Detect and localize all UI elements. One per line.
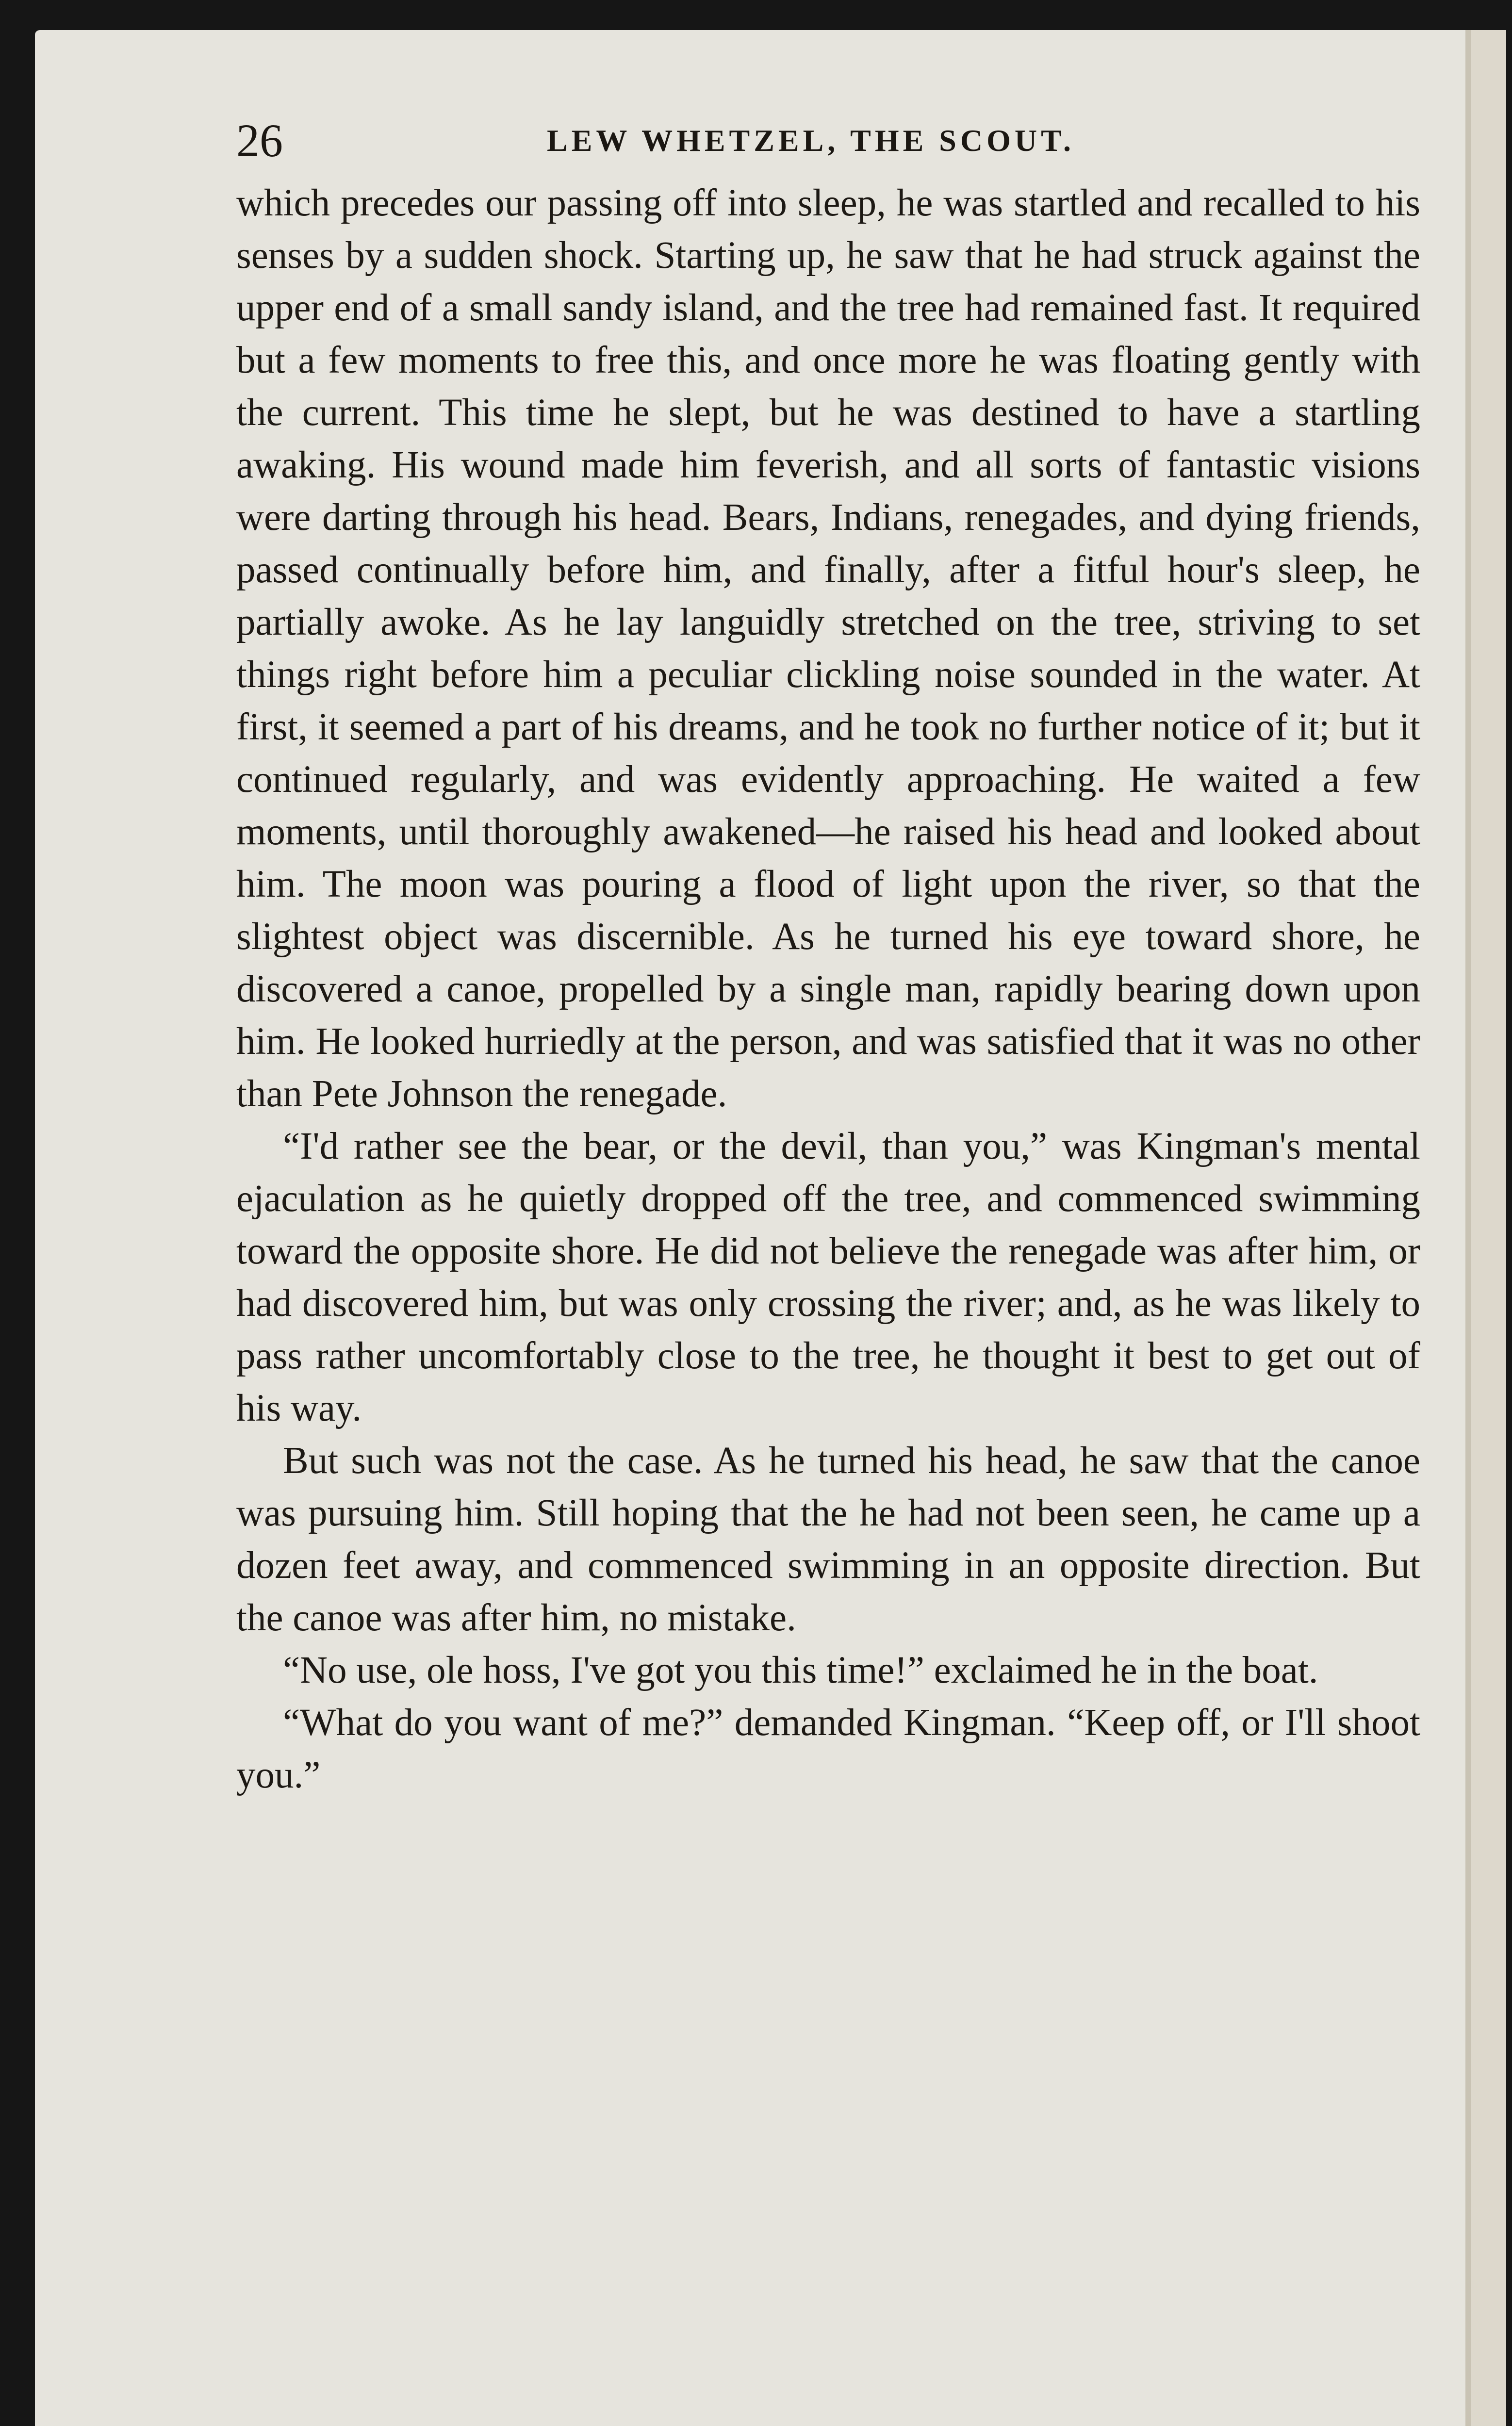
page-edge (1471, 30, 1506, 2426)
page-body (236, 177, 1420, 1802)
paragraph-3: But such was not the case. As he turned his head, he saw that the canoe was pursuing him. Still hoping that the he had not been seen, he came up a dozen feet away, and commenced swimming in an opposite direction. But the canoe was after him, no mistake. (236, 1440, 1420, 1639)
page-header (236, 107, 1420, 175)
paragraph-5: “What do you want of me?” demanded Kingman. “Keep off, or I'll shoot you.” (236, 1702, 1420, 1796)
paragraph-2: “I'd rather see the bear, or the devil, than you,” was Kingman's mental ejaculation as he quietly dropped off the tree, and commenced swimming toward the opposite shore. He did not believe the renegade was after him, or had discovered him, but was only crossing the river; and, as he was likely to pass rather uncomfortably close to the tree, he thought it best to get out of his way. (236, 1125, 1420, 1429)
running-title: LEW WHETZEL, THE SCOUT. (547, 123, 1075, 158)
paragraph-4: “No use, ole hoss, I've got you this time!” exclaimed he in the boat. (283, 1649, 1318, 1691)
page-number: 26 (236, 115, 283, 166)
paragraph-1: which precedes our passing off into sleep, he was startled and recalled to his senses by a sudden shock. Starting up, he saw that he had struck against the upper end of a small sandy island, and the tree had remained fast. It required but a few moments to free this, and once more he was floating gently with the current. This time he slept, but he was destined to have a startling awaking. His wound made him feverish, and all sorts of fantastic visions were darting through his head. Bears, Indians, renegades, and dying friends, passed continually before him, and finally, after a fitful hour's sleep, he partially awoke. As he lay languidly stretched on the tree, striving to set things right before him a peculiar clickling noise sounded in the water. At first, it seemed a part of his dreams, and he took no further notice of it; but it continued regularly, and was evidently approaching. He waited a few moments, until thoroughly awakened—he raised his head and looked about him. The moon was pouring a flood of light upon the river, so that the slightest object was discernible. As he turned his eye toward shore, he discovered a canoe, propelled by a single man, rapidly bearing down upon him. He looked hurriedly at the person, and was satisfied that it was no other than Pete Johnson the renegade. (236, 182, 1420, 1115)
